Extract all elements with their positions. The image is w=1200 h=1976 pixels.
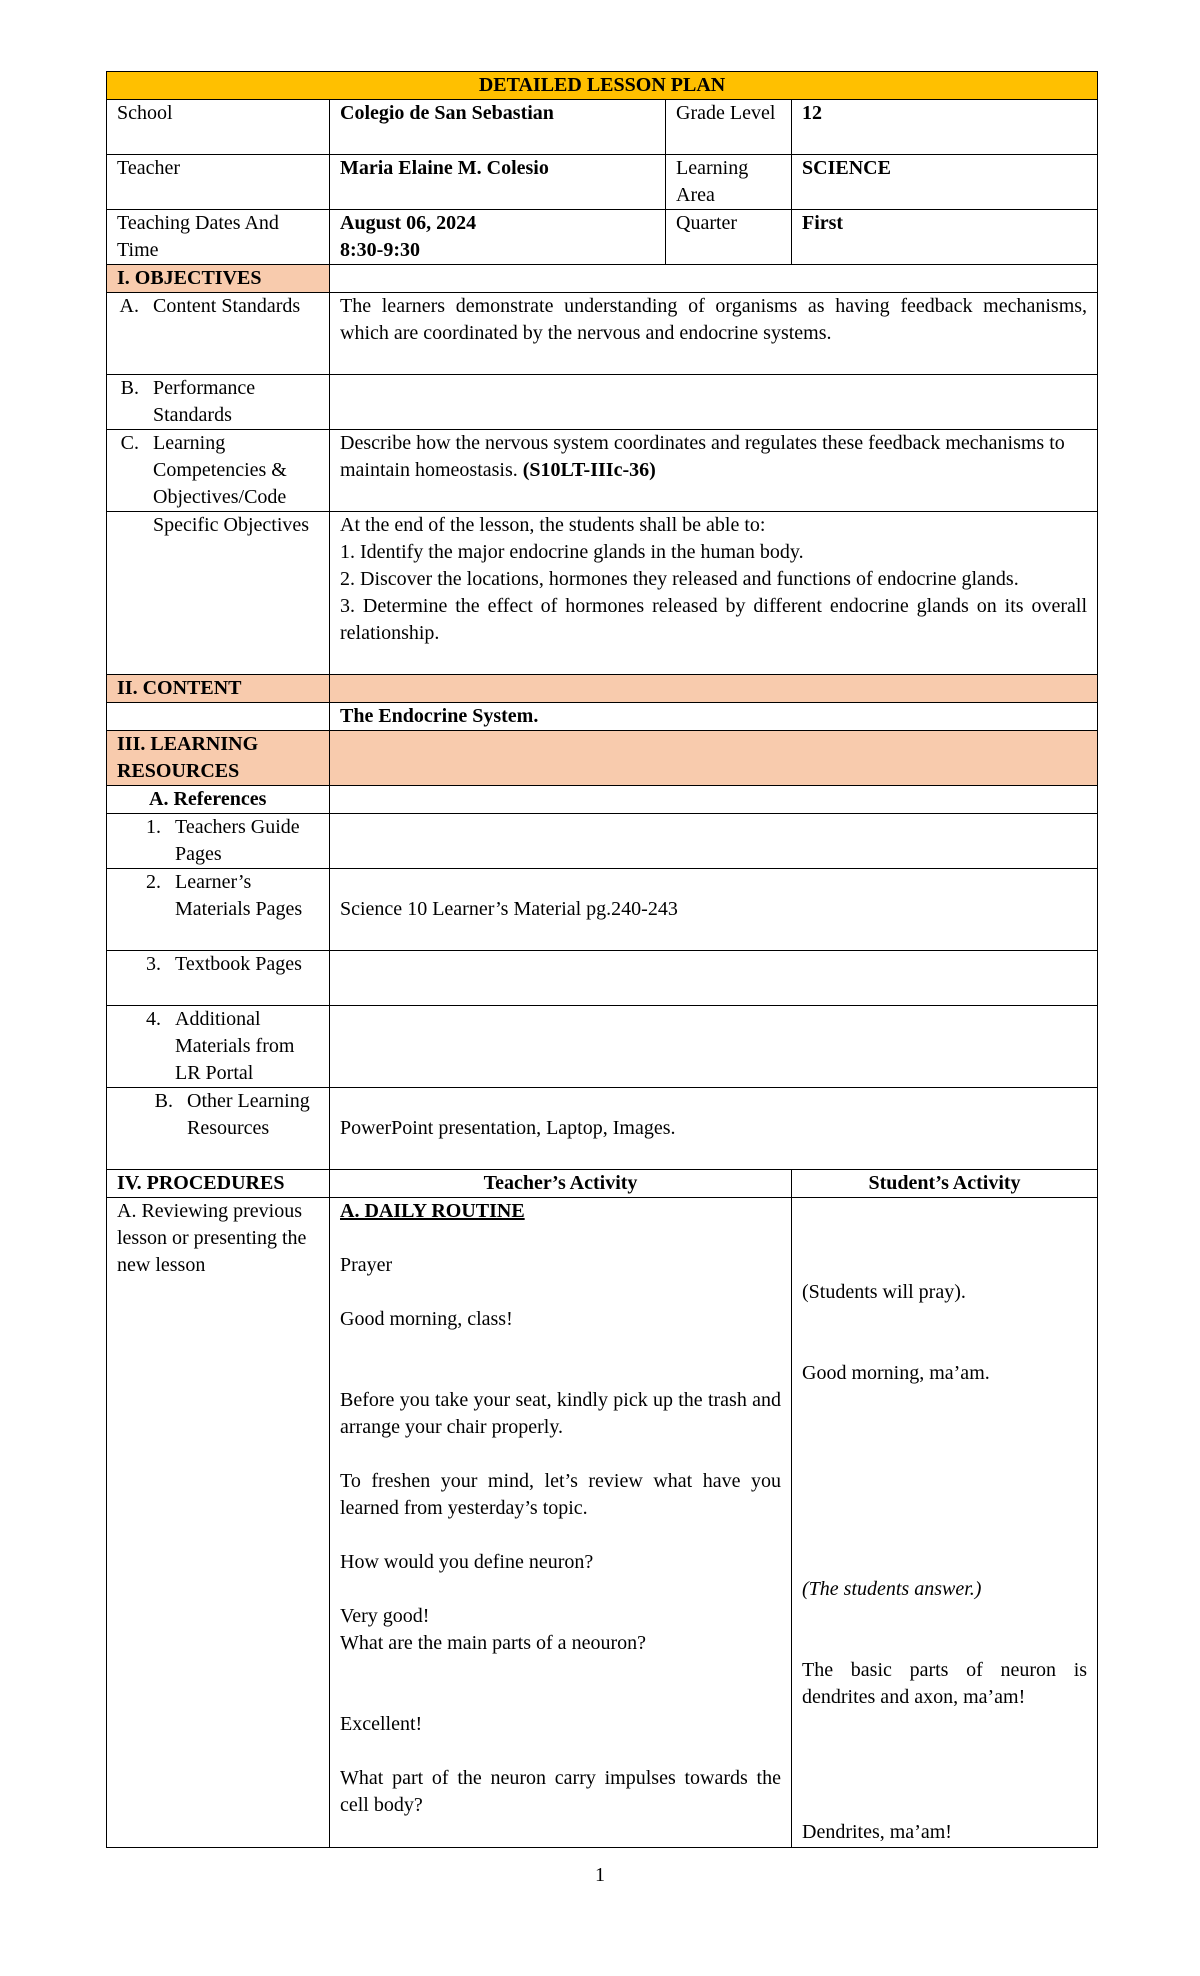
teacher-label: Teacher (107, 155, 330, 210)
page-number: 1 (595, 1864, 605, 1886)
school-label: School (107, 100, 330, 155)
document-title: DETAILED LESSON PLAN (107, 72, 1098, 100)
student-activity-header: Student’s Activity (792, 1170, 1098, 1198)
other-resources-marker: B. (154, 1090, 173, 1112)
learners-materials-value: Science 10 Learner’s Material pg.240-243 (330, 869, 1098, 951)
learners-materials-marker: 2. (146, 871, 161, 893)
content-standards-text: Content Standards (153, 295, 301, 317)
objectives-heading: I. OBJECTIVES (107, 265, 330, 293)
other-resources-text: Other Learning Resources (187, 1090, 310, 1139)
teacher-excellent: Excellent! (340, 1713, 423, 1735)
specific-item-3: 3. Determine the effect of hormones released by different endocrine glands on its overall relationship. (340, 595, 1088, 644)
student-pray: (Students will pray). (802, 1281, 966, 1303)
other-resources-label (107, 1088, 330, 1170)
teacher-activity-cell (330, 1198, 792, 1848)
learners-materials-text: Learner’s Materials Pages (175, 871, 303, 920)
content-standards-value: The learners demonstrate understanding of organisms as having feedback mechanisms, which are coordinated by the nervous and endocrine systems. (330, 293, 1098, 375)
specific-objectives-text: Specific Objectives (153, 514, 310, 536)
teacher-greeting: Good morning, class! (340, 1308, 513, 1330)
references-label: A. References (107, 786, 330, 814)
other-resources-value: PowerPoint presentation, Laptop, Images. (330, 1088, 1098, 1170)
student-dendrites: Dendrites, ma’am! (802, 1821, 952, 1843)
additional-materials-value (330, 1006, 1098, 1088)
student-answer: (The students answer.) (802, 1578, 982, 1600)
grade-label: Grade Level (666, 100, 792, 155)
teacher-activity-header: Teacher’s Activity (330, 1170, 792, 1198)
references-blank (330, 786, 1098, 814)
time-value: 8:30-9:30 (340, 239, 420, 261)
teacher-prayer: Prayer (340, 1254, 393, 1276)
procedures-heading: IV. PROCEDURES (107, 1170, 330, 1198)
performance-standards-text: Performance Standards (153, 377, 256, 426)
teachers-guide-marker: 1. (146, 816, 161, 838)
content-topic: The Endocrine System. (330, 703, 1098, 731)
teachers-guide-text: Teachers Guide Pages (175, 816, 300, 865)
performance-standards-marker: B. (120, 377, 139, 399)
date-value: August 06, 2024 (340, 212, 477, 234)
teachers-guide-label (107, 814, 330, 869)
learners-materials-label (107, 869, 330, 951)
additional-materials-label (107, 1006, 330, 1088)
resources-heading-blank (330, 731, 1098, 786)
teacher-review: To freshen your mind, let’s review what have you learned from yesterday’s topic. (340, 1470, 781, 1519)
area-label: Learning Area (666, 155, 792, 210)
procedure-step-label: A. Reviewing previous lesson or presenting the new lesson (107, 1198, 330, 1848)
additional-materials-marker: 4. (146, 1008, 161, 1030)
competencies-value (330, 430, 1098, 512)
textbook-label (107, 951, 330, 1006)
teacher-trash-instruction: Before you take your seat, kindly pick up the trash and arrange your chair properly. (340, 1389, 781, 1438)
quarter-label: Quarter (666, 210, 792, 265)
teacher-value: Maria Elaine M. Colesio (330, 155, 666, 210)
textbook-value (330, 951, 1098, 1006)
competencies-label (107, 430, 330, 512)
additional-materials-text: Additional Materials from LR Portal (175, 1008, 295, 1084)
teachers-guide-value (330, 814, 1098, 869)
content-standards-marker: A. (119, 295, 139, 317)
dates-value (330, 210, 666, 265)
performance-standards-label (107, 375, 330, 430)
content-heading: II. CONTENT (107, 675, 330, 703)
resources-heading: III. LEARNING RESOURCES (107, 731, 330, 786)
area-value: SCIENCE (792, 155, 1098, 210)
specific-item-1: 1. Identify the major endocrine glands in the human body. (340, 541, 804, 563)
competencies-description: Describe how the nervous system coordinates and regulates these feedback mechanisms to maintain homeostasis. (340, 432, 1065, 481)
textbook-text: Textbook Pages (175, 953, 302, 975)
teacher-question-2: What are the main parts of a neouron? (340, 1632, 646, 1654)
specific-intro: At the end of the lesson, the students shall be able to: (340, 514, 766, 536)
teacher-very-good: Very good! (340, 1605, 430, 1627)
specific-objectives-label (107, 512, 330, 675)
teacher-question-3: What part of the neuron carry impulses towards the cell body? (340, 1767, 781, 1816)
content-topic-label-blank (107, 703, 330, 731)
specific-item-2: 2. Discover the locations, hormones they released and functions of endocrine glands. (340, 568, 1019, 590)
teacher-question-1: How would you define neuron? (340, 1551, 594, 1573)
dates-label: Teaching Dates And Time (107, 210, 330, 265)
content-standards-label (107, 293, 330, 375)
competencies-text: Learning Competencies & Objectives/Code (153, 432, 287, 508)
quarter-value: First (792, 210, 1098, 265)
student-activity-cell (792, 1198, 1098, 1848)
textbook-marker: 3. (146, 953, 161, 975)
content-heading-blank (330, 675, 1098, 703)
lesson-plan-table (106, 71, 1098, 1848)
performance-standards-value (330, 375, 1098, 430)
objectives-heading-blank (330, 265, 1098, 293)
competencies-code: (S10LT-IIIc-36) (522, 459, 656, 481)
competencies-marker: C. (120, 432, 139, 454)
school-value: Colegio de San Sebastian (330, 100, 666, 155)
student-neuron-parts: The basic parts of neuron is dendrites and axon, ma’am! (802, 1659, 1088, 1708)
student-greeting: Good morning, ma’am. (802, 1362, 990, 1384)
grade-value: 12 (792, 100, 1098, 155)
specific-objectives-value (330, 512, 1098, 675)
daily-routine-title: A. DAILY ROUTINE (340, 1200, 525, 1222)
